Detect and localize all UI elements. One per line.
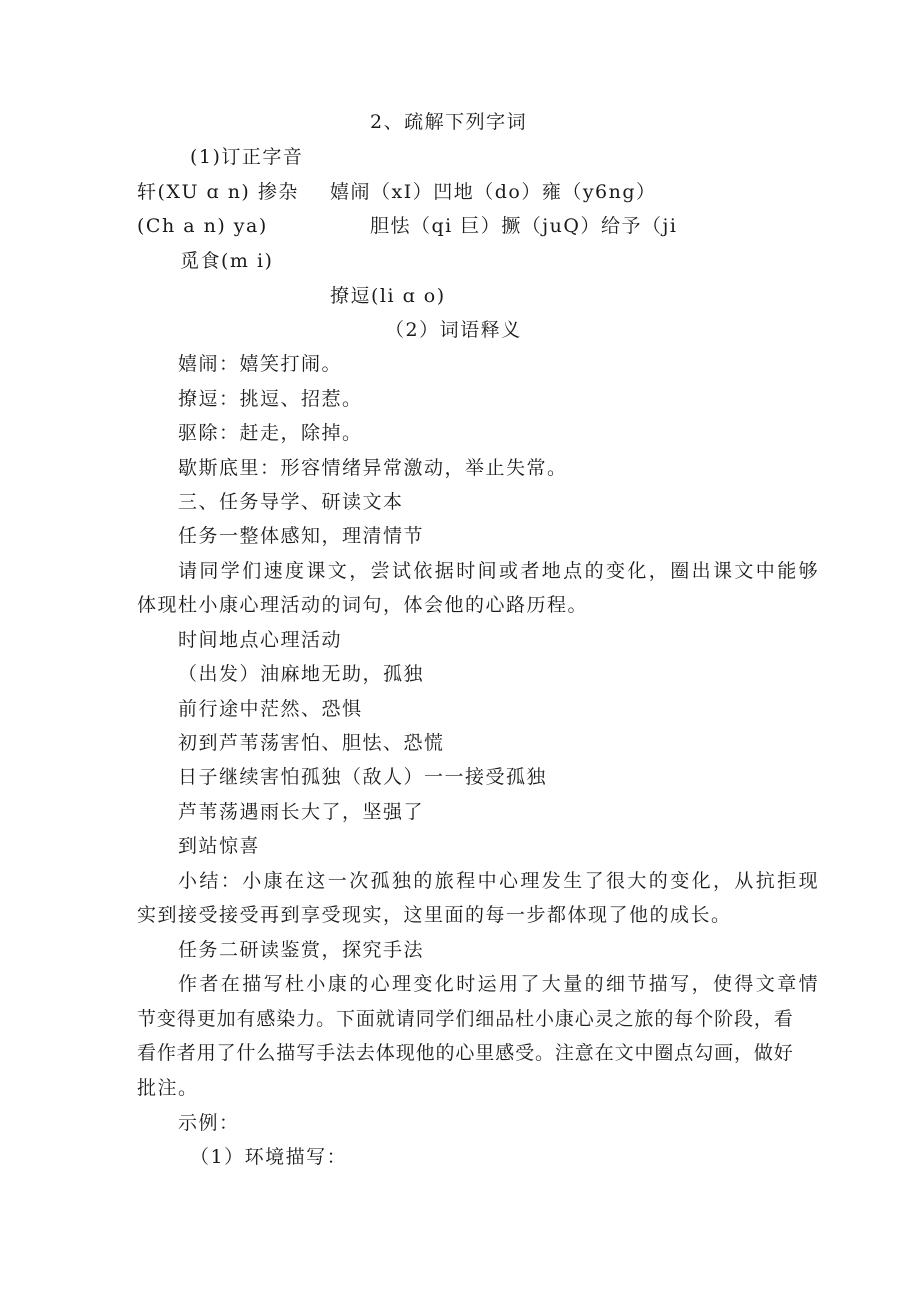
task1-title: 任务一整体感知，理清情节	[178, 525, 425, 547]
task1-summary: 小结：小康在这一次孤独的旅程中心理发生了很大的变化，从抗拒现	[178, 870, 821, 892]
task1-row: 到站惊喜	[178, 835, 261, 857]
pronunciation-line1-left: 轩(XU ɑ n) 掺杂	[137, 181, 299, 203]
task1-instruction: 请同学们速度课文，尝试依据时间或者地点的变化，圈出课文中能够	[178, 560, 821, 582]
pronunciation-line1-right: 嬉闹（xI）凹地（do）雍（y6ng）	[330, 181, 657, 203]
example-item: （1）环境描写：	[190, 1146, 348, 1168]
task1-row: （出发）油麻地无助，孤独	[178, 663, 425, 685]
task1-row: 前行途中茫然、恐惧	[178, 698, 363, 720]
task2-paragraph: 作者在描写杜小康的心理变化时运用了大量的细节描写，使得文章情	[178, 973, 821, 995]
example-label: 示例：	[178, 1112, 240, 1134]
task1-table-header: 时间地点心理活动	[178, 629, 343, 651]
pronunciation-line2-left: (Ch a n) ya)	[137, 215, 268, 237]
pronunciation-line4: 撩逗(li ɑ o)	[330, 285, 446, 307]
task1-row: 日子继续害怕孤独（敌人）一一接受孤独	[178, 766, 548, 788]
task1-summary: 实到接受接受再到享受现实，这里面的每一步都体现了他的成长。	[137, 904, 732, 926]
task1-instruction: 体现杜小康心理活动的词句，体会他的心路历程。	[137, 594, 589, 616]
task2-paragraph: 节变得更加有感染力。下面就请同学们细品杜小康心灵之旅的每个阶段，看	[137, 1008, 794, 1030]
definition-item: 撩逗：挑逗、招惹。	[178, 388, 363, 410]
definition-item: 驱除：赶走，除掉。	[178, 422, 363, 444]
task2-paragraph: 看作者用了什么描写手法去体现他的心里感受。注意在文中圈点勾画，做好	[137, 1042, 794, 1064]
definition-label: （2）词语释义	[385, 319, 522, 341]
definition-item: 嬉闹：嬉笑打闹。	[178, 353, 343, 375]
section-heading: 2、疏解下列字词	[370, 111, 528, 133]
task2-title: 任务二研读鉴赏，探究手法	[178, 939, 425, 961]
pronunciation-line2-right: 胆怯（qi 巨）撅（juQ）给予（ji	[370, 215, 678, 237]
pronunciation-label: (1)订正字音	[190, 146, 304, 168]
definition-item: 歇斯底里：形容情绪异常激动，举止失常。	[178, 457, 568, 479]
task1-row: 初到芦苇荡害怕、胆怯、恐慌	[178, 732, 445, 754]
task2-paragraph: 批注。	[137, 1077, 199, 1099]
section3-title: 三、任务导学、研读文本	[178, 491, 404, 513]
task1-row: 芦苇荡遇雨长大了，坚强了	[178, 801, 425, 823]
pronunciation-line3: 觅食(m i)	[180, 250, 274, 272]
